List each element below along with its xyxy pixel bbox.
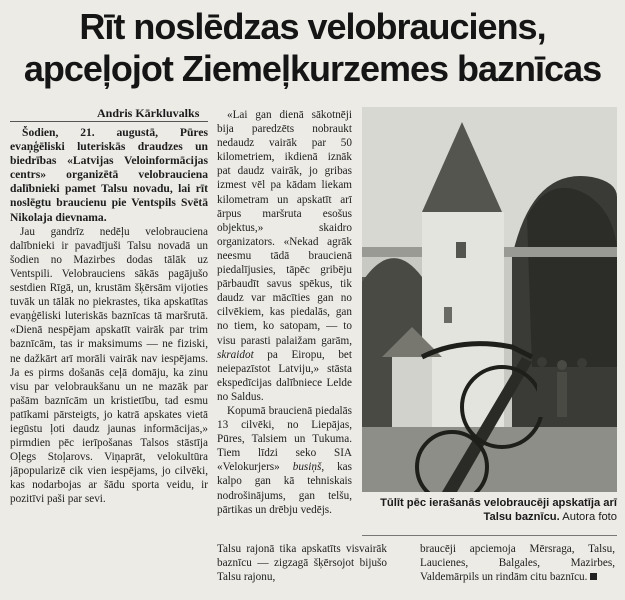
p3-tail: , kas kalpo gan kā tehniskais nodrošinājums, gan telšu, pārtikas un drēbju vedējs.: [217, 461, 352, 516]
church-photo: [362, 107, 617, 492]
caption-rule: [362, 535, 617, 536]
lead-paragraph: Šodien, 21. augustā, Pūres evaņģēliski luteriskās draudzes un biedrības «Latvijas Veloinformācijas centrs» organizētā velobrauciena dalībnieki pamet Talsu novadu, lai rīt noslēgtu braucienu pie Ventspils Svētā Nikolaja dievnama.: [10, 126, 208, 224]
article-headline: [0, 6, 625, 90]
church-photo-image: [362, 107, 617, 492]
end-mark-icon: [590, 573, 597, 580]
byline-rule: [10, 121, 208, 122]
p5-text: braucēji apciemoja Mērsraga, Talsu, Laucienes, Balgales, Mazirbes, Valdemārpils un rindām citu baznīcu.: [420, 543, 615, 584]
headline-line-1: Rīt noslēdzas velobrauciens,: [79, 6, 546, 47]
body-paragraph-5: [420, 542, 615, 584]
body-paragraph-2: [217, 108, 352, 404]
column-1: [10, 126, 208, 586]
body-paragraph-1: Jau gandrīz nedēļu velobrauciena dalībnieki ir pavadījuši Talsu novadā un šodien no Mazirbes dodas tālāk uz Ventspili. Velobrauciens sākās pagājušo sestdien Rīgā, un, krustām šķērsām vijoties tuvāk un tālāk no piekrastes, tika apskatītas evaņģēliski luteriskās baznīcas tā maršrutā. «Dienā nespējam apskatīt vairāk par trim baznīcām, tas ir maksimums — ne fiziski, ne dažkārt arī morāli vairāk nav iespējams. Ja es pirms došanās ceļā domāju, ka zinu visu par velobraukšanu un ne mazāk par pašām baznīcām un kristietību, tad esmu patīkami pārsteigts, jo katrā apskates vietā iegūstu ļoti daudz jaunas informācijas,» pirmdien pēc ierīpošanas Talsos stāstīja Oļegs Stoļarovs. Viņaprāt, velokultūra jāpopularizē cik vien iespējams, jo cilvēki, kas nodarbojas ar šādu sporta veidu, ir pozitīvi paši par sevi.: [10, 225, 208, 506]
p3-italic: busiņš: [292, 461, 322, 474]
caption-text: Tūlīt pēc ierašanās velobraucēji apskatīja arī Talsu baznīcu.: [380, 497, 617, 523]
headline-line-2: apceļojot Ziemeļkurzemes baznīcas: [23, 48, 602, 89]
photo-caption: [362, 496, 617, 524]
column-2: [217, 108, 352, 548]
author-byline: Andris Kārkluvalks: [97, 106, 200, 120]
column-3-bottom: [217, 542, 387, 592]
body-paragraph-4: Talsu rajonā tika apskatīts visvairāk baznīcu — zigzagā šķērsojot bijušo Talsu rajonu,: [217, 543, 387, 584]
p2-tail: pa Eiropu, bet neiepazīstot Latviju,» stāsta ekspedīcijas dalībniece Lelde no Saldus.: [217, 348, 352, 403]
body-paragraph-3: [217, 404, 352, 517]
column-4-bottom: [420, 542, 615, 592]
p2-text: «Lai gan dienā sākotnēji bija paredzēts nobraukt nedaudz vairāk par 50 kilometriem, ikdienā iznāk pat daudz vairāk, jo gribas izmest vēl pa kādam liekam kilometram un apskatīt arī ārpus maršruta esošus objektus,» skaidro organizators. «Nekad agrāk neesmu tādā braucienā piedalījusies, tāpēc gribēju pārbaudīt savus spēkus, tik daudz var mācīties gan no cilvēkiem, kas piedalās, gan no tiem, ko satopam, — to visu parasti palaižam garām,: [217, 109, 352, 347]
p3-text: Kopumā braucienā piedalās 13 cilvēki, no Liepājas, Pūres, Talsiem un Tukuma. Tiem līdzi seko SIA «Velokurjers»: [217, 404, 352, 474]
photo-credit: Autora foto: [562, 511, 617, 523]
p2-italic: skraidot: [217, 348, 254, 361]
